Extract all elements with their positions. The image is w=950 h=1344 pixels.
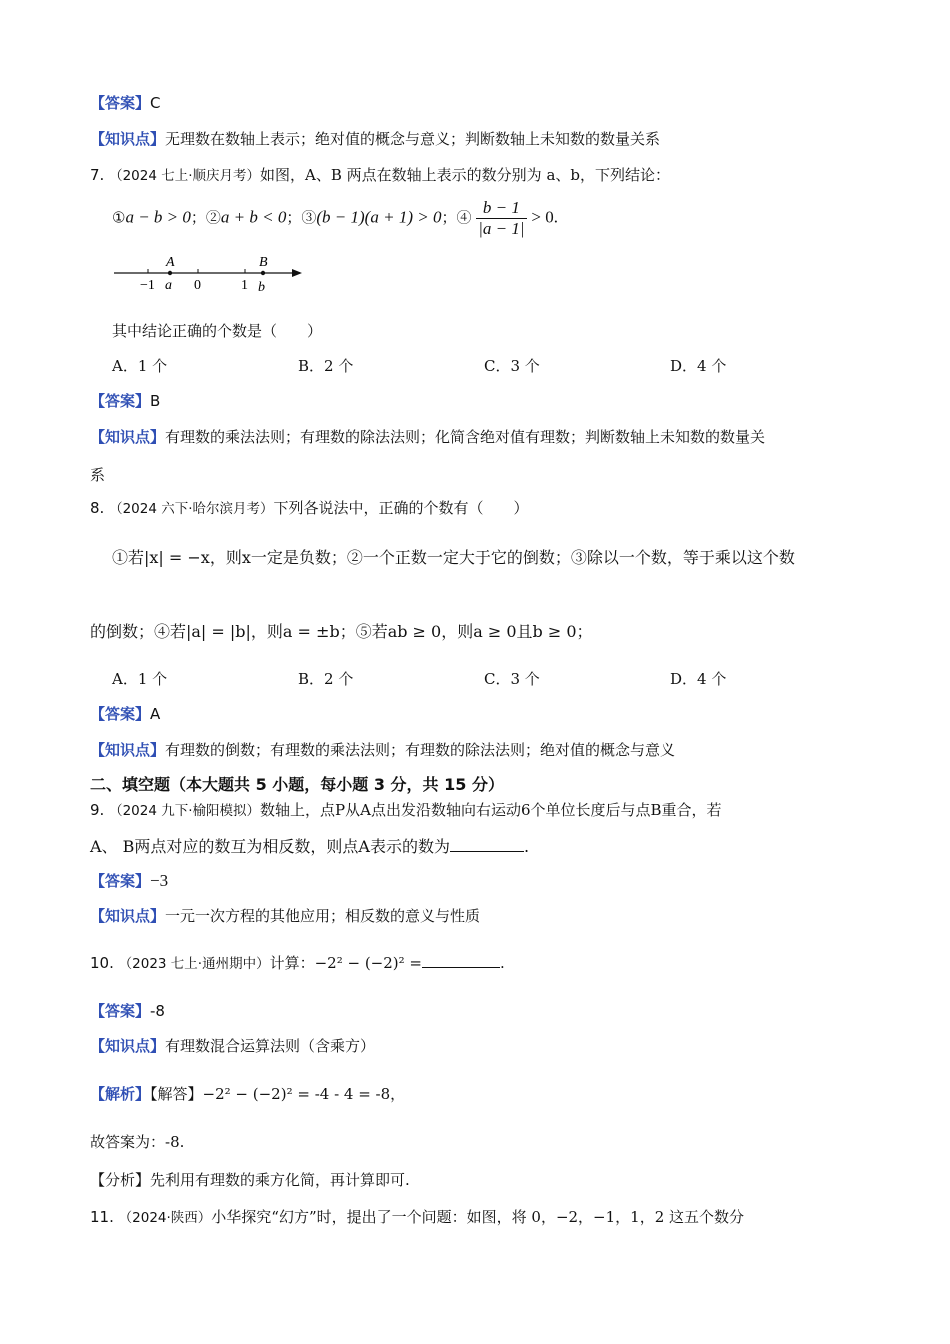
point-b: [261, 271, 265, 275]
q8-source: （2024 六下·哈尔滨月考）: [109, 501, 274, 517]
q7-option-a[interactable]: A．1 个: [112, 357, 168, 375]
analysis-label: 【解析】: [90, 1085, 151, 1103]
q8-stem: 下列各说法中，正确的个数有（ ）: [273, 499, 529, 517]
q9-line2-end: .: [523, 837, 530, 856]
q6-knowledge: 无理数在数轴上表示；绝对值的概念与意义；判断数轴上未知数的数量关系: [165, 130, 661, 148]
q6-answer-line: [90, 92, 161, 113]
q7-stem-line: [90, 164, 670, 185]
answer-label: 【答案】: [90, 392, 151, 410]
q8-number: 8.: [90, 499, 105, 517]
q10-analysis-line: [90, 1169, 410, 1190]
knowledge-label: 【知识点】: [90, 130, 166, 148]
q7-c4-label: ；④: [441, 208, 472, 227]
q9-line2-text: A、 B两点对应的数互为相反数，则点A表示的数为: [90, 837, 450, 856]
knowledge-label: 【知识点】: [90, 1037, 166, 1055]
q8-answer-line: [90, 703, 160, 724]
q9-answer-line: [90, 870, 168, 891]
section-title: 二、填空题（本大题共 5 小题，每小题 3 分，共 15 分）: [90, 775, 504, 794]
frac-denominator: |a − 1|: [478, 219, 525, 238]
q11-number: 11.: [90, 1208, 114, 1226]
q7-knowledge-cont: 系: [90, 466, 106, 484]
knowledge-label: 【知识点】: [90, 907, 166, 925]
answer-label: 【答案】: [90, 94, 151, 112]
q8-knowledge-line: [90, 739, 675, 760]
point-a: [168, 271, 172, 275]
q7-c2: a + b < 0: [220, 207, 287, 227]
q7-option-c[interactable]: C．3 个: [484, 357, 540, 375]
q10-knowledge-line: [90, 1035, 375, 1056]
q10-stem-line: [90, 952, 505, 973]
q10-number: 10.: [90, 954, 114, 972]
q8-option-d[interactable]: D．4 个: [670, 670, 727, 688]
q7-knowledge-line: [90, 426, 765, 447]
q9-blank[interactable]: [450, 837, 524, 852]
tick-label-minus-one: −1: [140, 278, 155, 293]
q7-c1-label: ①: [112, 208, 126, 227]
q7-c2-label: ；②: [190, 208, 221, 227]
q8-stem-line: [90, 497, 529, 518]
q10-knowledge: 有理数混合运算法则（含乘方）: [165, 1037, 376, 1055]
q11-stem-line: [90, 1206, 744, 1227]
q10-analysis: 先利用有理数的乘方化简，再计算即可.: [150, 1171, 410, 1189]
q8-answer: A: [150, 705, 161, 723]
number-line-figure: [110, 252, 310, 296]
q9-answer: −3: [150, 871, 169, 890]
knowledge-label: 【知识点】: [90, 741, 166, 759]
q10-final: 故答案为：-8.: [90, 1133, 185, 1151]
q7-c3: (b − 1)(a + 1) > 0: [316, 207, 442, 227]
q7-option-b[interactable]: B．2 个: [298, 357, 354, 375]
q7-c4-tail: > 0.: [531, 207, 558, 227]
q7-knowledge: 有理数的乘法法则；有理数的除法法则；化简含绝对值有理数；判断数轴上未知数的数量关: [165, 428, 766, 446]
q9-stem-line: [90, 799, 722, 820]
q10-stem: 计算：−2² − (−2)² =: [269, 954, 422, 972]
answer-label: 【答案】: [90, 1002, 151, 1020]
q10-solution-line: [90, 1083, 405, 1104]
q9-source: （2024 九下·榆阳模拟）: [109, 803, 261, 819]
q7-stem: 如图，A、B 两点在数轴上表示的数分别为 a、b，下列结论：: [260, 166, 670, 184]
q11-stem: 小华探究“幻方”时，提出了一个问题：如图，将 0，−2，−1，1，2 这五个数分: [211, 1208, 745, 1226]
q7-answer: B: [150, 392, 161, 410]
q7-c3-label: ；③: [286, 208, 317, 227]
q10-answer: -8: [150, 1002, 165, 1020]
label-B: B: [259, 255, 268, 270]
q8-option-a[interactable]: A．1 个: [112, 670, 168, 688]
solution-label: 【解答】: [150, 1085, 203, 1103]
q10-solution: −2² − (−2)² = -4 - 4 = -8，: [202, 1085, 406, 1103]
q9-number: 9.: [90, 801, 105, 819]
tick-label-b: b: [258, 280, 265, 295]
q8-line1: ①若|x| = −x，则x一定是负数；②一个正数一定大于它的倒数；③除以一个数，等于乘以这个数: [112, 548, 795, 567]
q8-option-b[interactable]: B．2 个: [298, 670, 354, 688]
q7-source: （2024 七上·顺庆月考）: [109, 168, 261, 184]
q10-answer-line: [90, 1000, 165, 1021]
analysis2-label: 【分析】: [90, 1171, 151, 1189]
q10-source: （2023 七上·通州期中）: [118, 956, 270, 972]
q9-knowledge-line: [90, 905, 480, 926]
q7-option-d[interactable]: D．4 个: [670, 357, 727, 375]
q7-number: 7.: [90, 166, 105, 184]
answer-label: 【答案】: [90, 872, 151, 890]
knowledge-label: 【知识点】: [90, 428, 166, 446]
q9-knowledge: 一元一次方程的其他应用；相反数的意义与性质: [165, 907, 481, 925]
answer-label: 【答案】: [90, 705, 151, 723]
tick-label-a: a: [165, 278, 172, 293]
axis-arrow: [292, 269, 302, 277]
q7-answer-line: [90, 390, 160, 411]
q10-stem-end: .: [500, 954, 505, 972]
frac-numerator: b − 1: [476, 198, 526, 219]
q7-c1: a − b > 0: [125, 207, 191, 227]
q9-line2: [90, 834, 529, 857]
tick-label-one: 1: [241, 278, 248, 293]
q9-line1: 数轴上，点P从A点出发沿数轴向右运动6个单位长度后与点B重合，若: [260, 801, 722, 819]
q6-knowledge-line: [90, 128, 660, 149]
q7-c4-fraction: [476, 198, 526, 239]
q8-option-c[interactable]: C．3 个: [484, 670, 540, 688]
q11-source: （2024·陕西）: [118, 1210, 212, 1226]
q10-blank[interactable]: [422, 953, 500, 968]
q8-knowledge: 有理数的倒数；有理数的乘法法则；有理数的除法法则；绝对值的概念与意义: [165, 741, 676, 759]
label-A: A: [166, 255, 175, 270]
q7-question: 其中结论正确的个数是（ ）: [112, 322, 323, 340]
q7-conclusions: [112, 198, 558, 239]
q6-answer: C: [150, 94, 161, 112]
tick-label-zero: 0: [194, 278, 201, 293]
q8-line2: 的倒数；④若|a| = |b|，则a = ±b；⑤若ab ≥ 0，则a ≥ 0且b ≥ 0；: [90, 622, 593, 641]
